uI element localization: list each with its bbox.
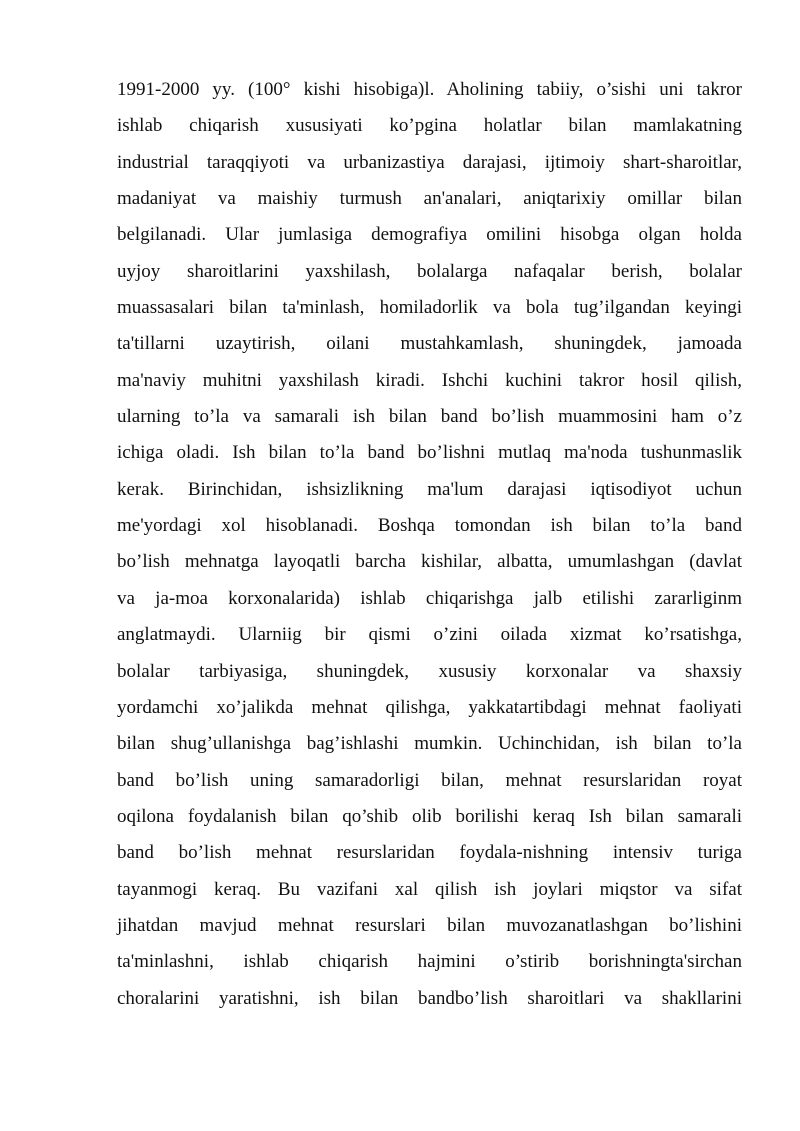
text-line: band bo’lish uning samaradorligi bilan, mehnat resurslaridan royat (117, 769, 742, 791)
text-line: belgilanadi. Ular jumlasiga demografiya omilini hisobga olgan holda (117, 224, 742, 246)
text-line: band bo’lish mehnat resurslaridan foydala-nishning intensiv turiga (117, 842, 742, 864)
text-line: me'yordagi xol hisoblanadi. Boshqa tomondan ish bilan to’la band (117, 515, 742, 537)
text-line: choralarini yaratishni, ish bilan bandbo’lish sharoitlari va shakllarini (117, 987, 742, 1009)
text-line: bo’lish mehnatga layoqatli barcha kishilar, albatta, umumlashgan (davlat (117, 551, 742, 573)
text-line: 1991-2000 yy. (100° kishi hisobiga)l. Aholining tabiiy, o’sishi uni takror (117, 79, 742, 100)
text-line: ularning to’la va samarali ish bilan band bo’lish muammosini ham o’z (117, 406, 742, 428)
text-line: ishlab chiqarish xususiyati ko’pgina holatlar bilan mamlakatning (117, 115, 742, 137)
text-line: madaniyat va maishiy turmush an'analari, aniqtarixiy omillar bilan (117, 188, 742, 210)
text-line: oqilona foydalanish bilan qo’shib olib borilishi keraq Ish bilan samarali (117, 805, 742, 827)
text-line: tayanmogi keraq. Bu vazifani xal qilish ish joylari miqstor va sifat (117, 878, 742, 900)
text-line: jihatdan mavjud mehnat resurslari bilan muvozanatlashgan bo’lishini (117, 914, 742, 936)
text-line: muassasalari bilan ta'minlash, homiladorlik va bola tug’ilgandan keyingi (117, 297, 742, 319)
text-line: uyjoy sharoitlarini yaxshilash, bolalarga nafaqalar berish, bolalar (117, 260, 742, 282)
text-line: va ja-moa korxonalarida) ishlab chiqarishga jalb etilishi zararliginm (117, 587, 742, 609)
text-line: kerak. Birinchidan, ishsizlikning ma'lum darajasi iqtisodiyot uchun (117, 478, 742, 500)
text-line: ma'naviy muhitni yaxshilash kiradi. Ishchi kuchini takror hosil qilish, (117, 369, 742, 391)
text-line: anglatmaydi. Ularniig bir qismi o’zini oilada xizmat ko’rsatishga, (117, 624, 742, 646)
text-line: ta'minlashni, ishlab chiqarish hajmini o’stirib borishningta'sirchan (117, 951, 742, 973)
text-line: industrial taraqqiyoti va urbanizastiya darajasi, ijtimoiy shart-sharoitlar, (117, 151, 742, 173)
text-line: ta'tillarni uzaytirish, oilani mustahkamlash, shuningdek, jamoada (117, 333, 742, 355)
text-line: bilan shug’ullanishga bag’ishlashi mumkin. Uchinchidan, ish bilan to’la (117, 733, 742, 755)
text-line: yordamchi xo’jalikda mehnat qilishga, yakkatartibdagi mehnat faoliyati (117, 696, 742, 718)
text-line: ichiga oladi. Ish bilan to’la band bo’lishni mutlaq ma'noda tushunmaslik (117, 442, 742, 464)
body-text (117, 72, 742, 1017)
text-line: bolalar tarbiyasiga, shuningdek, xususiy korxonalar va shaxsiy (117, 660, 742, 682)
